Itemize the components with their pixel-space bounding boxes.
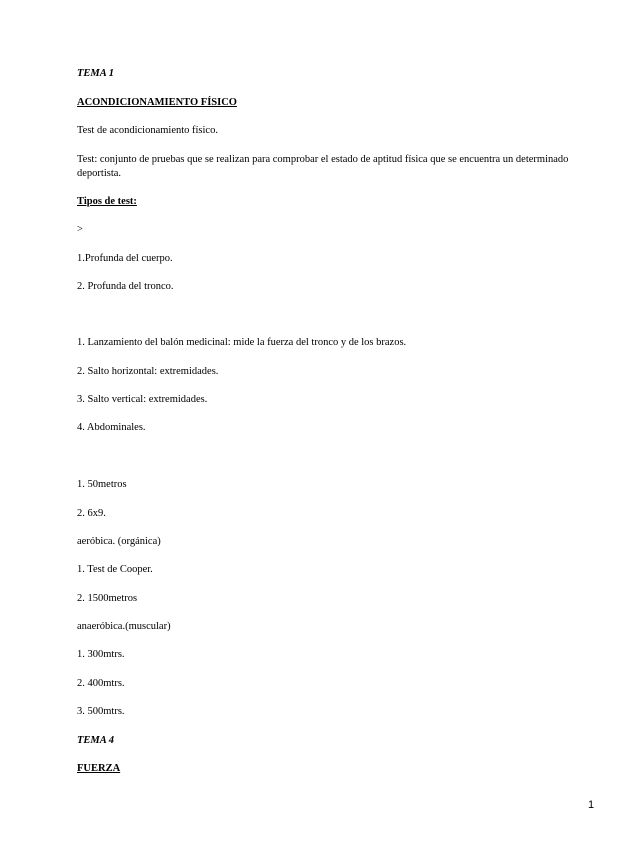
list-item: 2. Salto horizontal: extremidades. [77,366,219,377]
list-item: 2. 1500metros [77,593,138,604]
list-item: 2. 400mtrs. [77,678,125,689]
list-item: 1.Profunda del cuerpo. [77,253,173,264]
list-item: 3. 500mtrs. [77,706,125,717]
tema-1-heading: TEMA 1 [77,68,115,79]
list-item: 4. Abdominales. [77,422,146,433]
section-title-acondicionamiento: ACONDICIONAMIENTO FÍSICO [77,97,237,108]
list-item: 1. 300mtrs. [77,649,125,660]
list-item: 2. Profunda del tronco. [77,281,174,292]
tipos-de-test-heading: Tipos de test: [77,196,137,207]
section-title-fuerza: FUERZA [77,763,121,774]
page-number: 1 [588,799,595,811]
list-item: 1. 50metros [77,479,127,490]
aerobica-label: aeróbica. (orgánica) [77,536,161,547]
anaerobica-label: anaeróbica.(muscular) [77,621,171,632]
bullet-marker: > [77,224,83,235]
list-item: 1. Lanzamiento del balón medicinal: mide la fuerza del tronco y de los brazos. [77,337,407,348]
list-item: 3. Salto vertical: extremidades. [77,394,208,405]
tema-4-heading: TEMA 4 [77,735,115,746]
list-item: 1. Test de Cooper. [77,564,153,575]
intro-text: Test de acondicionamiento físico. [77,125,218,136]
list-item: 2. 6x9. [77,508,106,519]
definition-paragraph: Test: conjunto de pruebas que se realizan para comprobar el estado de aptitud física que se encuentra un determinado deportista. [77,154,569,179]
